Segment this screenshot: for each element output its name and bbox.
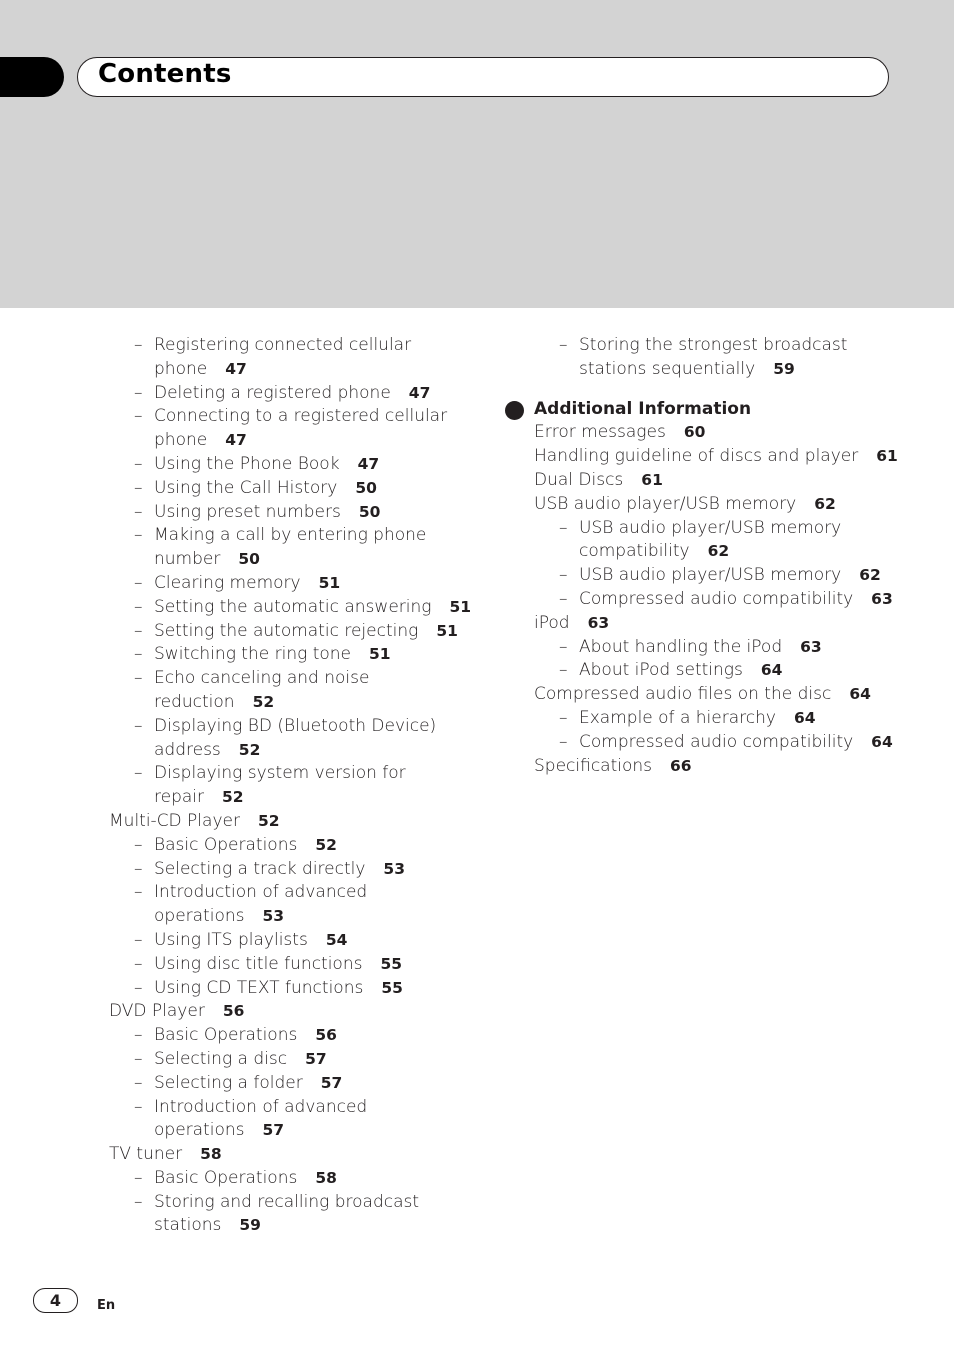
toc-page-number: 51 bbox=[318, 573, 341, 592]
toc-subentry[interactable] bbox=[109, 524, 509, 572]
toc-page-number: 47 bbox=[225, 431, 247, 450]
toc-entry-line bbox=[154, 1048, 509, 1072]
toc-entry-text: USB audio player/USB memory bbox=[579, 565, 842, 586]
toc-page-number: 50 bbox=[355, 478, 377, 497]
header-tab-marker bbox=[0, 57, 64, 97]
toc-page-number: 53 bbox=[262, 907, 285, 926]
toc-entry-line bbox=[154, 501, 509, 525]
toc-entry-line bbox=[579, 659, 934, 683]
dash-marker: – bbox=[134, 382, 143, 403]
toc-entry-text: Connecting to a registered cellular bbox=[154, 406, 448, 427]
toc-entry-line bbox=[154, 572, 509, 596]
toc-page-number: 51 bbox=[449, 597, 472, 616]
toc-entry-line bbox=[154, 715, 509, 739]
toc-page-number: 57 bbox=[305, 1049, 327, 1068]
toc-entry-line bbox=[154, 382, 509, 406]
toc-entry-line bbox=[579, 334, 934, 358]
dash-marker: – bbox=[134, 1072, 143, 1093]
toc-subentry[interactable] bbox=[109, 382, 509, 406]
toc-page-number: 53 bbox=[383, 859, 405, 878]
toc-subentry[interactable] bbox=[109, 1048, 509, 1072]
dash-marker: – bbox=[134, 715, 143, 736]
dash-marker: – bbox=[559, 517, 568, 538]
toc-entry-line bbox=[154, 429, 509, 453]
dash-marker: – bbox=[134, 763, 143, 784]
toc-entry-line bbox=[154, 1119, 509, 1143]
dash-marker: – bbox=[134, 406, 143, 427]
header-banner bbox=[0, 0, 954, 308]
toc-entry-line bbox=[579, 517, 934, 541]
toc-subentry[interactable] bbox=[109, 881, 509, 929]
toc-page-number: 52 bbox=[315, 835, 337, 854]
toc-entry-line bbox=[534, 493, 934, 517]
toc-page-number: 59 bbox=[239, 1216, 261, 1235]
toc-page-number: 58 bbox=[315, 1168, 337, 1187]
toc-page-number: 50 bbox=[358, 502, 381, 521]
toc-entry-line bbox=[154, 1214, 509, 1238]
toc-page-number: 61 bbox=[876, 447, 898, 466]
toc-entry-text: stations sequentially bbox=[579, 358, 756, 379]
toc-entry-text: compatibility bbox=[579, 541, 690, 562]
page-number-badge bbox=[33, 1288, 78, 1313]
toc-entry-text: Basic Operations bbox=[154, 1025, 298, 1046]
dash-marker: – bbox=[134, 1025, 143, 1046]
dash-marker: – bbox=[134, 1191, 143, 1212]
toc-entry-text: Example of a hierarchy bbox=[579, 707, 776, 728]
toc-entry[interactable] bbox=[534, 612, 934, 636]
toc-page-number: 47 bbox=[225, 359, 247, 378]
toc-entry-line bbox=[534, 445, 934, 469]
dash-marker: – bbox=[134, 668, 143, 689]
toc-entry-text: Storing the strongest broadcast bbox=[579, 335, 848, 355]
toc-page-number: 51 bbox=[369, 645, 391, 664]
toc-subentry[interactable] bbox=[109, 334, 509, 382]
toc-entry-text: TV tuner bbox=[109, 1144, 183, 1165]
toc-subentry[interactable] bbox=[109, 1072, 509, 1096]
toc-page-number: 52 bbox=[238, 740, 261, 759]
toc-entry-line bbox=[534, 469, 934, 493]
toc-entry-text: phone bbox=[154, 358, 208, 379]
dash-marker: – bbox=[134, 834, 143, 855]
toc-entry[interactable] bbox=[534, 469, 934, 493]
dash-marker: – bbox=[134, 882, 143, 903]
toc-entry-line bbox=[154, 405, 509, 429]
toc-subentry[interactable] bbox=[534, 731, 934, 755]
toc-entry-text: Using the Phone Book bbox=[154, 453, 340, 474]
toc-page-number: 66 bbox=[670, 756, 692, 775]
dash-marker: – bbox=[134, 929, 143, 950]
toc-entry-line bbox=[154, 953, 509, 977]
toc-subentry[interactable] bbox=[109, 620, 509, 644]
dash-marker: – bbox=[134, 453, 143, 474]
toc-page-number: 63 bbox=[871, 589, 893, 608]
toc-page-number: 60 bbox=[683, 423, 706, 442]
toc-entry-line bbox=[579, 588, 934, 612]
toc-entry-line bbox=[579, 564, 934, 588]
toc-entry-text: Introduction of advanced bbox=[154, 1096, 368, 1117]
toc-entry-line bbox=[579, 707, 934, 731]
toc-entry-line bbox=[154, 643, 509, 667]
toc-page-number: 56 bbox=[315, 1026, 337, 1045]
toc-entry-text: Deleting a registered phone bbox=[154, 382, 391, 403]
toc-entry-text: USB audio player/USB memory bbox=[579, 517, 842, 538]
toc-entry-line bbox=[154, 1167, 509, 1191]
toc-entry-line bbox=[154, 834, 509, 858]
toc-subentry[interactable] bbox=[109, 572, 509, 596]
toc-entry[interactable] bbox=[109, 1000, 509, 1024]
toc-page-number: 52 bbox=[252, 692, 275, 711]
toc-entry-line bbox=[154, 929, 509, 953]
toc-entry-text: address bbox=[154, 739, 221, 760]
toc-subentry[interactable] bbox=[534, 636, 934, 660]
toc-entry-text: About handling the iPod bbox=[579, 636, 783, 657]
toc-entry-text: DVD Player bbox=[109, 1001, 205, 1022]
toc-page-number: 62 bbox=[707, 542, 730, 561]
section-heading-additional-information bbox=[534, 398, 934, 422]
toc-entry-text: Dual Discs bbox=[534, 469, 624, 490]
toc-entry-text: Basic Operations bbox=[154, 834, 298, 855]
section-heading-text: Additional Information bbox=[534, 398, 752, 419]
toc-entry-text: operations bbox=[154, 1120, 245, 1141]
toc-entry-text: Selecting a track directly bbox=[154, 858, 366, 879]
toc-entry-line bbox=[154, 596, 509, 620]
dash-marker: – bbox=[134, 1096, 143, 1117]
toc-page-number: 51 bbox=[436, 621, 458, 640]
toc-entry[interactable] bbox=[534, 493, 934, 517]
toc-subentry[interactable] bbox=[109, 858, 509, 882]
toc-entry-line bbox=[579, 731, 934, 755]
toc-subentry[interactable] bbox=[109, 1096, 509, 1144]
toc-entry-text: Compressed audio compatibility bbox=[579, 588, 854, 609]
toc-page-number: 50 bbox=[238, 550, 260, 569]
toc-entry-line bbox=[154, 477, 509, 501]
toc-entry-text: Using ITS playlists bbox=[154, 929, 308, 950]
toc-entry-text: Displaying system version for bbox=[154, 763, 406, 784]
toc-entry-text: Multi-CD Player bbox=[109, 810, 240, 831]
toc-entry-line bbox=[154, 858, 509, 882]
toc-subentry[interactable] bbox=[109, 643, 509, 667]
toc-entry-line bbox=[154, 620, 509, 644]
toc-entry-line bbox=[154, 667, 509, 691]
toc-entry-line bbox=[154, 739, 509, 763]
toc-subentry[interactable] bbox=[109, 1167, 509, 1191]
toc-entry-line bbox=[579, 540, 934, 564]
toc-entry-text: Setting the automatic answering bbox=[154, 596, 432, 617]
toc-subentry[interactable] bbox=[109, 929, 509, 953]
toc-subentry[interactable] bbox=[109, 1191, 509, 1239]
toc-entry-line bbox=[154, 881, 509, 905]
toc-entry-line bbox=[154, 453, 509, 477]
dash-marker: – bbox=[134, 977, 143, 998]
toc-entry-text: reduction bbox=[154, 691, 235, 712]
toc-page-number: 57 bbox=[320, 1073, 343, 1092]
toc-subentry[interactable] bbox=[534, 588, 934, 612]
toc-entry-text: Specifications bbox=[534, 755, 653, 776]
toc-subentry[interactable] bbox=[109, 453, 509, 477]
toc-page-number: 47 bbox=[408, 383, 431, 402]
toc-page-number: 63 bbox=[587, 613, 610, 632]
page-title: Contents bbox=[98, 59, 232, 89]
toc-subentry[interactable] bbox=[109, 762, 509, 810]
dash-marker: – bbox=[559, 707, 568, 728]
toc-entry-line bbox=[534, 612, 934, 636]
toc-right-column bbox=[534, 334, 934, 778]
toc-entry-text: number bbox=[154, 549, 221, 570]
toc-entry-text: Switching the ring tone bbox=[154, 644, 352, 665]
toc-subentry[interactable] bbox=[534, 659, 934, 683]
dash-marker: – bbox=[134, 525, 143, 546]
toc-page-number: 54 bbox=[325, 930, 348, 949]
toc-entry-text: Selecting a folder bbox=[154, 1072, 303, 1093]
dash-marker: – bbox=[559, 565, 568, 586]
toc-entry-line bbox=[154, 786, 509, 810]
toc-entry-text: About iPod settings bbox=[579, 660, 743, 681]
toc-page-number: 56 bbox=[222, 1002, 245, 1021]
toc-entry-line bbox=[579, 358, 934, 382]
dash-marker: – bbox=[559, 636, 568, 657]
toc-entry-line bbox=[154, 691, 509, 715]
dash-marker: – bbox=[134, 1167, 143, 1188]
toc-entry-line bbox=[579, 636, 934, 660]
toc-entry-text: Using the Call History bbox=[154, 477, 338, 498]
toc-entry-line bbox=[154, 524, 509, 548]
title-box bbox=[77, 57, 889, 97]
toc-entry-text: Clearing memory bbox=[154, 572, 301, 593]
toc-entry-text: Storing and recalling broadcast bbox=[154, 1191, 420, 1212]
toc-page-number: 59 bbox=[773, 359, 795, 378]
toc-page-number: 64 bbox=[793, 708, 816, 727]
toc-entry-text: repair bbox=[154, 787, 204, 808]
toc-entry-text: USB audio player/USB memory bbox=[534, 493, 797, 514]
toc-page-number: 61 bbox=[641, 470, 663, 489]
toc-entry-text: Compressed audio files on the disc bbox=[534, 684, 832, 705]
toc-entry-text: Compressed audio compatibility bbox=[579, 731, 854, 752]
toc-entry[interactable] bbox=[109, 1143, 509, 1167]
toc-entry-line bbox=[534, 421, 934, 445]
dash-marker: – bbox=[559, 660, 568, 681]
toc-page-number: 57 bbox=[262, 1121, 285, 1140]
toc-entry[interactable] bbox=[109, 810, 509, 834]
language-label: En bbox=[97, 1298, 116, 1313]
toc-entry-line bbox=[154, 1024, 509, 1048]
toc-entry-text: iPod bbox=[534, 612, 570, 633]
toc-entry-text: Selecting a disc bbox=[154, 1048, 288, 1069]
toc-subentry[interactable] bbox=[534, 707, 934, 731]
toc-entry-text: Echo canceling and noise bbox=[154, 668, 370, 689]
toc-entry-text: Using disc title functions bbox=[154, 953, 363, 974]
toc-entry[interactable] bbox=[534, 683, 934, 707]
toc-entry-line bbox=[534, 683, 934, 707]
toc-subentry[interactable] bbox=[109, 953, 509, 977]
toc-subentry[interactable] bbox=[534, 564, 934, 588]
toc-entry-text: Using preset numbers bbox=[154, 501, 341, 522]
dash-marker: – bbox=[134, 501, 143, 522]
toc-entry-line bbox=[154, 762, 509, 786]
toc-subentry[interactable] bbox=[109, 477, 509, 501]
dash-marker: – bbox=[134, 596, 143, 617]
toc-subentry[interactable] bbox=[109, 1024, 509, 1048]
toc-entry-line bbox=[154, 358, 509, 382]
page-number: 4 bbox=[49, 1291, 62, 1310]
toc-entry-line bbox=[534, 755, 934, 779]
toc-entry-text: stations bbox=[154, 1215, 222, 1236]
dash-marker: – bbox=[559, 588, 568, 609]
toc-entry-line bbox=[109, 1000, 509, 1024]
toc-entry-text: Introduction of advanced bbox=[154, 882, 368, 903]
toc-entry-line bbox=[109, 810, 509, 834]
toc-entry-text: operations bbox=[154, 906, 245, 927]
toc-entry-line bbox=[154, 977, 509, 1001]
dash-marker: – bbox=[134, 953, 143, 974]
toc-entry-text: Basic Operations bbox=[154, 1167, 298, 1188]
toc-page-number: 63 bbox=[800, 637, 822, 656]
toc-entry-text: Using CD TEXT functions bbox=[154, 977, 364, 998]
dash-marker: – bbox=[559, 335, 568, 355]
toc-subentry[interactable] bbox=[109, 715, 509, 763]
toc-entry[interactable] bbox=[534, 755, 934, 779]
toc-page-number: 52 bbox=[257, 811, 280, 830]
toc-subentry[interactable] bbox=[534, 334, 934, 382]
dash-marker: – bbox=[134, 477, 143, 498]
toc-page-number: 47 bbox=[357, 454, 380, 473]
toc-page-number: 64 bbox=[871, 732, 893, 751]
toc-entry[interactable] bbox=[534, 421, 934, 445]
toc-page-number: 62 bbox=[859, 566, 881, 585]
toc-page-number: 64 bbox=[849, 685, 871, 704]
toc-subentry[interactable] bbox=[109, 405, 509, 453]
toc-entry-line bbox=[154, 1096, 509, 1120]
dash-marker: – bbox=[134, 1048, 143, 1069]
toc-subentry[interactable] bbox=[109, 501, 509, 525]
dash-marker: – bbox=[134, 644, 143, 665]
toc-entry[interactable] bbox=[534, 445, 934, 469]
toc-subentry[interactable] bbox=[109, 977, 509, 1001]
toc-left-column bbox=[109, 334, 509, 1238]
toc-page-number: 58 bbox=[200, 1145, 222, 1164]
toc-page-number: 55 bbox=[381, 978, 403, 997]
toc-page-number: 55 bbox=[380, 954, 403, 973]
toc-entry-line bbox=[154, 548, 509, 572]
toc-entry-text: Handling guideline of discs and player bbox=[534, 446, 859, 467]
toc-entry-line bbox=[109, 1143, 509, 1167]
toc-entry-line bbox=[154, 334, 509, 358]
toc-subentry[interactable] bbox=[109, 596, 509, 620]
dash-marker: – bbox=[134, 335, 143, 355]
dash-marker: – bbox=[134, 572, 143, 593]
toc-subentry[interactable] bbox=[534, 517, 934, 565]
toc-page-number: 52 bbox=[222, 788, 244, 807]
toc-entry-text: Setting the automatic rejecting bbox=[154, 620, 419, 641]
toc-entry-text: Error messages bbox=[534, 422, 666, 443]
toc-entry-text: Registering connected cellular bbox=[154, 335, 412, 355]
dash-marker: – bbox=[134, 858, 143, 879]
toc-page-number: 62 bbox=[814, 494, 836, 513]
toc-subentry[interactable] bbox=[109, 667, 509, 715]
toc-page-number: 64 bbox=[760, 661, 783, 680]
dash-marker: – bbox=[134, 620, 143, 641]
toc-entry-text: Displaying BD (Bluetooth Device) bbox=[154, 715, 437, 736]
section-bullet-icon bbox=[505, 401, 524, 420]
toc-entry-line bbox=[154, 1191, 509, 1215]
toc-subentry[interactable] bbox=[109, 834, 509, 858]
toc-entry-text: Making a call by entering phone bbox=[154, 525, 427, 546]
toc-entry-text: phone bbox=[154, 430, 208, 451]
toc-entry-line bbox=[154, 905, 509, 929]
dash-marker: – bbox=[559, 731, 568, 752]
toc-entry-line bbox=[154, 1072, 509, 1096]
